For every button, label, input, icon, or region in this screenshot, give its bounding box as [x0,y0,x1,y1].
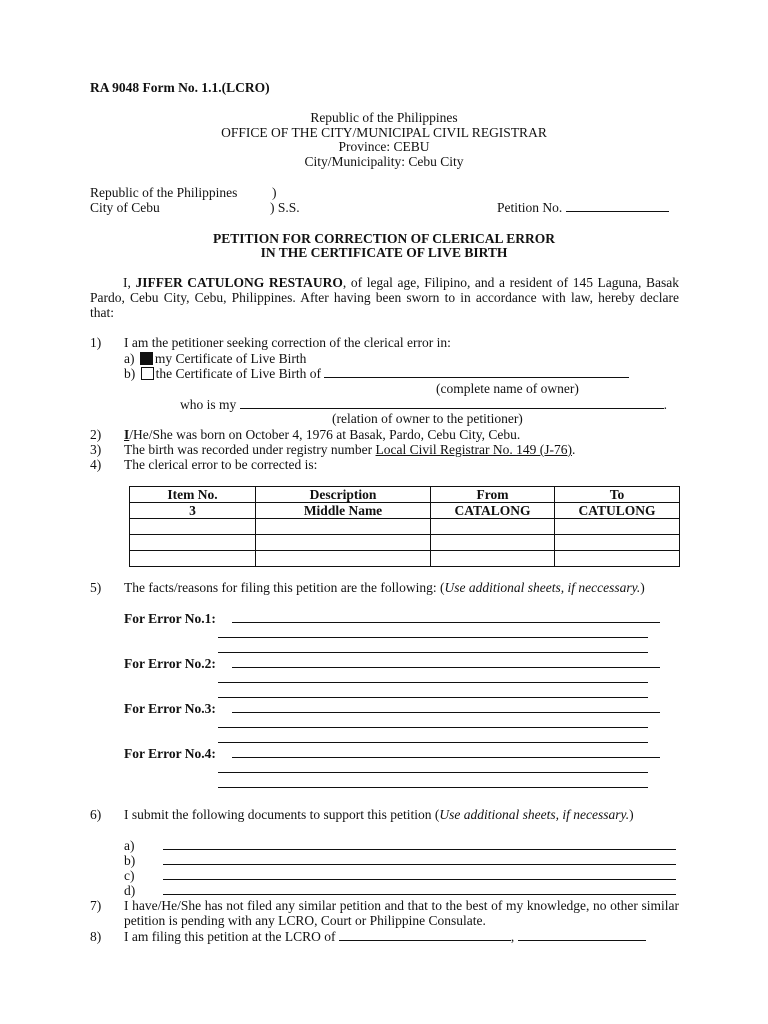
table-cell[interactable]: CATALONG [431,503,555,519]
table-cell[interactable] [555,551,680,567]
header-province: Province: CEBU [338,139,430,154]
item-4-number: 4) [90,457,102,472]
error-3-label: For Error No.3: [124,701,216,716]
petitioner-name: JIFFER CATULONG RESTAURO [135,275,343,290]
table-cell[interactable] [130,551,256,567]
error-3-field[interactable] [232,712,660,713]
title-line-1: PETITION FOR CORRECTION OF CLERICAL ERROR [213,231,555,246]
item-1-text: I am the petitioner seeking correction of the clerical error in: [124,335,451,350]
error-3-field-2[interactable] [218,727,648,728]
table-cell[interactable] [256,551,431,567]
error-4-field-3[interactable] [218,787,648,788]
table-cell[interactable] [130,519,256,535]
venue-paren: ) [272,185,277,200]
document-c-field[interactable] [163,879,676,880]
item-7-text: I have/He/She has not filed any similar petition and that to the best of my knowledge, no other similar petition is pending with any LCRO, Court or Philippine Consulate. [124,898,679,928]
document-b-label: b) [124,853,136,868]
owner-name-caption: (complete name of owner) [436,381,579,396]
document-d-label: d) [124,883,136,898]
item-8-text: I am filing this petition at the LCRO of , [124,929,646,944]
table-row [130,535,680,551]
relation-field[interactable] [240,397,664,409]
item-5-text: The facts/reasons for filing this petition are the following: (Use additional sheets, if neccessary.) [124,580,645,595]
error-1-label: For Error No.1: [124,611,216,626]
owner-name-field[interactable] [324,366,629,378]
item-8-number: 8) [90,929,102,944]
table-row [130,503,680,519]
venue-republic: Republic of the Philippines [90,185,238,200]
header-republic: Republic of the Philippines [310,110,458,125]
table-cell[interactable] [130,535,256,551]
item-1b: b) the Certificate of Live Birth of [124,366,629,381]
error-1-field-2[interactable] [218,637,648,638]
error-4-field-2[interactable] [218,772,648,773]
item-2-number: 2) [90,427,102,442]
checkbox-my-certificate[interactable] [140,352,153,365]
table-cell[interactable] [256,535,431,551]
document-b-field[interactable] [163,864,676,865]
error-4-field[interactable] [232,757,660,758]
document-a-field[interactable] [163,849,676,850]
petition-number-label: Petition No. [497,200,669,215]
error-2-field[interactable] [232,667,660,668]
header-item-no: Item No. [130,487,256,503]
item-3-text: The birth was recorded under registry number Local Civil Registrar No. 149 (J-76). [124,442,576,457]
error-1-field-3[interactable] [218,652,648,653]
header-office: OFFICE OF THE CITY/MUNICIPAL CIVIL REGISTRAR [221,125,547,140]
table-cell[interactable]: CATULONG [555,503,680,519]
table-cell[interactable] [431,519,555,535]
table-cell[interactable] [431,535,555,551]
item-7-number: 7) [90,898,102,913]
item-1a: a) my Certificate of Live Birth [124,351,307,366]
relation-line: who is my . [180,397,668,412]
table-cell[interactable]: Middle Name [256,503,431,519]
header-city: City/Municipality: Cebu City [304,154,464,169]
item-1-number: 1) [90,335,102,350]
item-4-text: The clerical error to be corrected is: [124,457,318,472]
error-2-field-2[interactable] [218,682,648,683]
intro-paragraph: I, JIFFER CATULONG RESTAURO, of legal age, Filipino, and a resident of 145 Laguna, Basak Pardo, Cebu City, Cebu, Philippines. After having been sworn to in accordance with law, hereby declare that: [90,275,679,320]
item-2-text: I/He/She was born on October 4, 1976 at Basak, Pardo, Cebu City, Cebu. [124,427,521,442]
table-cell[interactable]: 3 [130,503,256,519]
document-a-label: a) [124,838,135,853]
table-cell[interactable] [555,519,680,535]
lcro-city-field[interactable] [339,929,511,941]
clerical-error-table [129,486,680,567]
table-cell[interactable] [256,519,431,535]
header-description: Description [256,487,431,503]
item-5-number: 5) [90,580,102,595]
form-number: RA 9048 Form No. 1.1.(LCRO) [90,80,270,95]
registry-number: Local Civil Registrar No. 149 (J-76) [375,442,573,457]
table-cell[interactable] [555,535,680,551]
table-cell[interactable] [431,551,555,567]
table-header-row [130,487,680,503]
title-line-2: IN THE CERTIFICATE OF LIVE BIRTH [260,245,508,260]
document-d-field[interactable] [163,894,676,895]
venue-city: City of Cebu [90,200,160,215]
table-row [130,551,680,567]
relation-caption: (relation of owner to the petitioner) [332,411,523,426]
checkbox-certificate-of-other[interactable] [141,367,154,380]
item-6-number: 6) [90,807,102,822]
error-2-field-3[interactable] [218,697,648,698]
error-3-field-3[interactable] [218,742,648,743]
error-4-label: For Error No.4: [124,746,216,761]
petition-number-field[interactable] [566,200,669,212]
header-from: From [431,487,555,503]
error-1-field[interactable] [232,622,660,623]
item-3-number: 3) [90,442,102,457]
venue-ss: ) S.S. [270,200,300,215]
table-row [130,519,680,535]
document-c-label: c) [124,868,135,883]
item-6-text: I submit the following documents to support this petition (Use additional sheets, if necessary.) [124,807,634,822]
header-to: To [555,487,680,503]
error-2-label: For Error No.2: [124,656,216,671]
lcro-province-field[interactable] [518,929,646,941]
